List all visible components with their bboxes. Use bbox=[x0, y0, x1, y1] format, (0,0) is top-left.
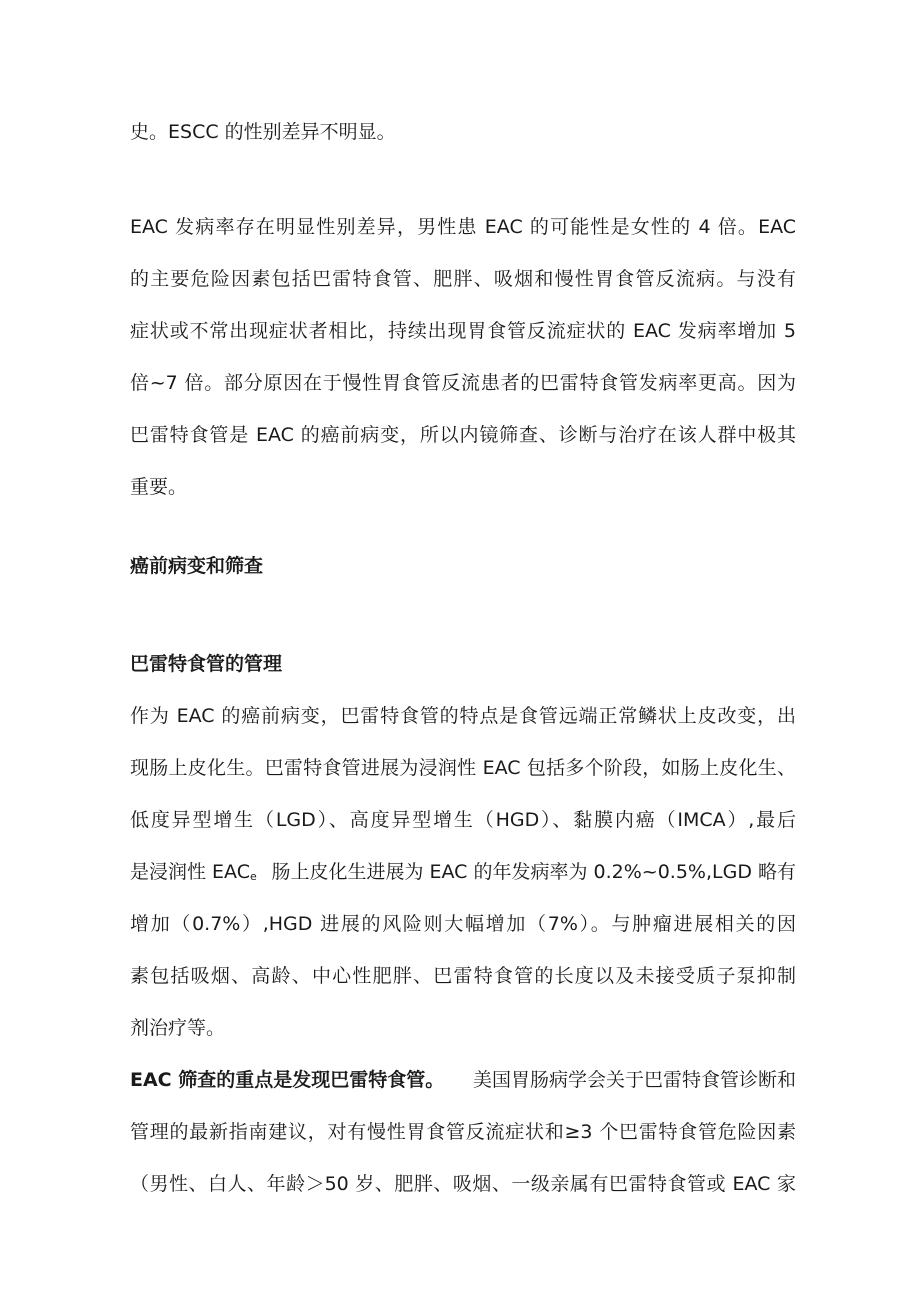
section-heading-barrett-management: 巴雷特食管的管理 bbox=[130, 653, 283, 675]
paragraph-3-line-2: 现肠上皮化生。巴雷特食管进展为浸润性 EAC 包括多个阶段，如肠上皮化生、 bbox=[130, 757, 796, 779]
paragraph-2-line-6: 重要。 bbox=[130, 476, 188, 498]
paragraph-2-line-5: 巴雷特食管是 EAC 的癌前病变，所以内镜筛查、诊断与治疗在该人群中极其 bbox=[130, 424, 796, 446]
paragraph-2-line-3: 症状或不常出现症状者相比，持续出现胃食管反流症状的 EAC 发病率增加 5 bbox=[130, 320, 796, 342]
paragraph-3-line-6: 素包括吸烟、高龄、中心性肥胖、巴雷特食管的长度以及未接受质子泵抑制 bbox=[130, 965, 796, 987]
subscript-marker: e bbox=[249, 870, 257, 883]
paragraph-2-line-4: 倍~7 倍。部分原因在于慢性胃食管反流患者的巴雷特食管发病率更高。因为 bbox=[130, 372, 796, 394]
paragraph-4-line-3: （男性、白人、年龄＞50 岁、肥胖、吸烟、一级亲属有巴雷特食管或 EAC 家 bbox=[130, 1173, 796, 1195]
paragraph-3-line-3: 低度异型增生（LGD）、高度异型增生（HGD）、黏膜内癌（IMCA）,最后 bbox=[130, 809, 796, 831]
paragraph-3-line-7: 剂治疗等。 bbox=[130, 1017, 226, 1039]
paragraph-3-line-1: 作为 EAC 的癌前病变，巴雷特食管的特点是食管远端正常鳞状上皮改变，出 bbox=[130, 705, 796, 727]
paragraph-2-line-2: 的主要危险因素包括巴雷特食管、肥胖、吸烟和慢性胃食管反流病。与没有 bbox=[130, 268, 796, 290]
bold-lead-sentence: EAC 筛查的重点是发现巴雷特食管。 bbox=[130, 1069, 445, 1091]
paragraph-1-line-1: 史。ESCC 的性别差异不明显。 bbox=[130, 121, 396, 143]
paragraph-4-line-2: 管理的最新指南建议，对有慢性胃食管反流症状和≥3 个巴雷特食管危险因素 bbox=[130, 1121, 796, 1143]
paragraph-3-line-4 bbox=[130, 859, 796, 885]
paragraph-3-line-4-rest: 肠上皮化生进展为 EAC 的年发病率为 0.2%~0.5%,LGD 略有 bbox=[271, 861, 796, 883]
paragraph-4-line-1-rest: 美国胃肠病学会关于巴雷特食管诊断和 bbox=[472, 1069, 796, 1091]
paragraph-3-line-5: 增加（0.7%）,HGD 进展的风险则大幅增加（7%）。与肿瘤进展相关的因 bbox=[130, 913, 796, 935]
section-heading-precancerous: 癌前病变和筛查 bbox=[130, 555, 264, 577]
paragraph-2-line-1: EAC 发病率存在明显性别差异，男性患 EAC 的可能性是女性的 4 倍。EAC bbox=[130, 216, 796, 238]
paragraph-4-line-1 bbox=[130, 1067, 796, 1093]
paragraph-3-line-4-lead: 是浸润性 EACe bbox=[130, 861, 257, 883]
